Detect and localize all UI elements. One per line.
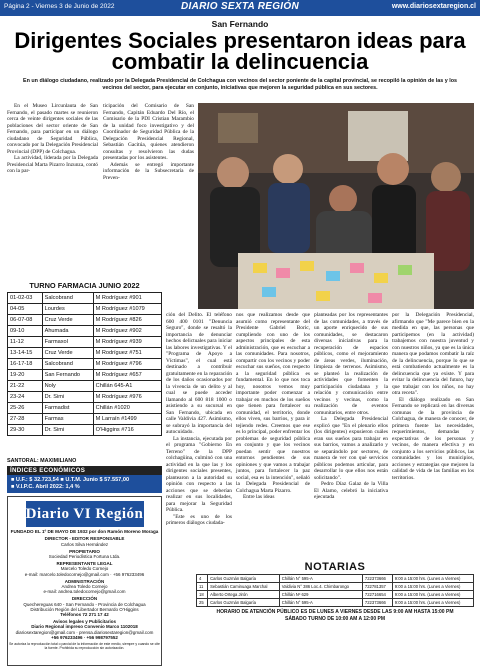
newspaper-logo: Diario VI Región	[26, 501, 144, 527]
notary-box	[196, 560, 474, 623]
notary-cell-name: Sebastián Caminuaga Marchal	[208, 583, 280, 591]
pharmacy-cell-a: Farmas	[42, 414, 93, 425]
article-column-6	[392, 312, 474, 481]
article-headline: Dirigentes Sociales presentaron ideas para combatir la delincuencia	[14, 28, 466, 74]
contact-phones: +56 976233496 · +56 998797552	[51, 634, 118, 640]
address-line-1: Quechereguas 640 - San Fernando - Provincia de Colchagua	[23, 601, 146, 607]
indices-line-2: ■ V.I.P.C. Abril 2022: 1,4 %	[11, 484, 80, 490]
notary-cell-phone: 722781357	[362, 583, 392, 591]
admin-email: e-mail: andrea.toledocornejo@gmail.com	[43, 589, 126, 595]
pharmacy-cell-a: Salcobrand	[42, 293, 93, 304]
economic-indices-values	[7, 475, 162, 493]
print-line: Diario Regional impreso Convenio Marco 1102018	[31, 624, 138, 630]
pharmacy-cell-date: 25-26	[8, 403, 43, 414]
santoral: SANTORAL: MAXIMILIANO	[7, 458, 77, 464]
notary-hours	[196, 609, 474, 623]
pharmacy-schedule	[7, 282, 162, 436]
pharmacy-cell-b: M Rodríguez #976	[93, 392, 161, 403]
notary-cell-phone: 722373666	[362, 599, 392, 607]
address-phone: Teléfonos 72 271 17 42	[60, 612, 109, 618]
address-role: DIRECCIÓN	[71, 596, 98, 602]
article-kicker: San Fernando	[211, 19, 269, 29]
pharmacy-cell-date: 09-10	[8, 326, 43, 337]
article-lead: En un diálogo ciudadano, realizado por la Delegada Presidencial de Colchagua con vecinos del sector poniente de la capital provincial, se recopiló la opinión de las y los vecinos del sector, para ejecutar en conjunto, iniciativas que mejoren la seguridad pública en sus sectores.	[22, 78, 458, 91]
paragraph: nos que realizamos desde que asumió como representante del Presidente Gabriel Boric, cumpliendo con uno de los aspectos principales de esta administración, que es escuchar a las comunidades. Para nosotros, compartir con los vecinos y poder escuchar sus sueños, con respecto a la seguridad pública es fundamental. En lo que nos toca hoy, nosotros vemos muy importante poder comenzar a trabajar en muchos de los sueños que tienen para fortalecer su comunidad, el territorio, donde ellos viven, sus barrios, y para ir tejiendo redes. Creemos que ese es lo principal, poder enfrentar los problemas de seguridad pública en conjunto y que los vecinos puedan sentir que nuestros entornos pendientes de sus opiniones y que vamos a trabajar juntos, para fortalecer la paz social, esa es la intención", señaló la Delegada Presidencial de Colchagua Marta Pizarro.	[236, 312, 310, 494]
table-row	[8, 337, 162, 348]
notary-cell-n: 11	[197, 583, 208, 591]
site-url[interactable]: www.diariosextaregion.cl	[391, 3, 476, 10]
paragraph: El diálogo realizado en San Fernando se replicará en las diversas comunas de la provincia de Colchagua, de manera de conocer, de primera fuente las necesidades, requerimientos, demandas y expectativas de los personas y vecinos, de manera efectiva y en conjunto a los servicios públicos, las comunidades y los municipios, acciones y estrategias que mejoren la calidad de vida de las familias en los territorios.	[392, 396, 474, 481]
pharmacy-cell-b: O'Higgins #716	[93, 425, 161, 436]
legal-name: Marcelo Toledo Cornejo	[60, 566, 109, 572]
notary-cell-hours: 9:00 a 15:00 hrs. (Lunes a Viernes)	[392, 583, 473, 591]
article-column-4	[236, 312, 310, 501]
notary-cell-phone: 722373666	[362, 575, 392, 583]
table-row	[8, 326, 162, 337]
notary-cell-name: Carlos Guzmán Balgaría	[208, 575, 280, 583]
table-row	[8, 293, 162, 304]
pharmacy-cell-a: Farmaxol	[42, 337, 93, 348]
article-column-5	[314, 312, 388, 501]
paragraph: En el Museo Lircunlauta de San Fernando, el pasado martes se reunieron cerca de veinte dirigentes sociales de las poblaciones del sector oriente de San Fernando, para participar en un diálogo ciudadano de Seguridad Pública, convocado por la Delegación Presidencial Provincial (DPP) de Colchagua.	[7, 103, 98, 155]
pharmacy-cell-date: 29-30	[8, 425, 43, 436]
notary-table	[196, 574, 474, 607]
pharmacy-cell-b: M Rodríguez #1079	[93, 304, 161, 315]
notary-cell-n: 25	[197, 599, 208, 607]
pharmacy-cell-b: M Rodríguez #657	[93, 370, 161, 381]
indices-line-1: ■ U.F.: $ 32.723,54 ■ U.T.M. Junio $ 57.557,00	[11, 477, 130, 483]
table-row	[8, 392, 162, 403]
pharmacy-cell-date: 13-14-15	[8, 348, 43, 359]
brand-title: DIARIO SEXTA REGIÓN	[181, 1, 299, 12]
notary-cell-n: 4	[197, 575, 208, 583]
pharmacy-cell-a: Dr. Simi	[42, 425, 93, 436]
ads-role: Avisos legales y Publicitarios	[52, 619, 117, 625]
pharmacy-cell-b: M Rodríguez #939	[93, 337, 161, 348]
table-row	[197, 591, 474, 599]
article-photo	[198, 103, 474, 309]
article-column-2	[103, 103, 194, 181]
table-row	[197, 599, 474, 607]
paragraph: La instancia, ejecutada por el programa "Gobierno En Terreno" de la DPP colchagüina, culminó con una actividad en la que las y los dirigentes sociales presentes, plantearon a la autoridad su opinión con respecto a las acciones que se deberían realizar en sus localidades, para mejorar la Seguridad Pública.	[166, 435, 232, 513]
paragraph: por la Delegación Presidencial, afirmando que "Me parece bien en la medida en que, las personas que participemos (en la actividad) trabajemos con nuestra juventud y con nuestros niños, ya que es la única manera que podamos combatir la raíz de la delincuencia, porque lo que se está combatiendo actualmente es la delincuencia que ya existe. Y para evitar la delincuencia del futuro, hay que trabajar con los niños, no hay otra receta".	[392, 312, 474, 396]
table-row	[8, 304, 162, 315]
paragraph: ción del Delito. El teléfono 600 400 0101 "Denuncia Seguro", donde se resaltó la importancia de denunciar hechos delictuales para iniciar las labores investigativas. Y el "Programa de Apoyo a Víctimas", el cual está destinado a contribuir gratuitamente en la reparación de los daños ocasionados por la vivencia de un delito y al cual se puede acceder llamando al 600 818 1000 o asistiendo a su sucursal en San Fernando, ubicada en calle Valdivia 427. Asimismo, se subrayó la importancia del autocuidado.	[166, 312, 232, 435]
pharmacy-cell-date: 16-17-18	[8, 359, 43, 370]
paragraph: Además se entregó importante información de la Subsecretaría de Preven-	[103, 161, 194, 181]
pharmacy-cell-a: Noly	[42, 381, 93, 392]
paragraph: Entre las ideas	[243, 494, 275, 500]
paragraph: Pedro Díaz Galaz de la Villa El Alamo, celebró la iniciativa ejecutada	[314, 481, 388, 500]
pharmacy-cell-a: Lourdes	[42, 304, 93, 315]
pharmacy-cell-date: 27-28	[8, 414, 43, 425]
notary-title: NOTARIAS	[304, 561, 366, 573]
admin-name: Andrea Toledo Cornejo	[61, 584, 108, 590]
pharmacy-cell-a: Ahumada	[42, 326, 93, 337]
table-row	[8, 425, 162, 436]
director-role: DIRECTOR - EDITOR RESPONSABLE	[44, 536, 125, 542]
table-row	[8, 348, 162, 359]
table-row	[8, 370, 162, 381]
founded-text: FUNDADO EL 1º DE MAYO DE 1932 por don Ramón Moreno Moraga	[10, 529, 159, 534]
director-name: Carlos Silva Hernández	[60, 541, 109, 547]
pharmacy-cell-date: 11-12	[8, 337, 43, 348]
pharmacy-cell-date: 21-22	[8, 381, 43, 392]
notary-cell-phone: 722716654	[362, 591, 392, 599]
economic-indices-title: ÍNDICES ECONÓMICOS	[7, 466, 162, 475]
pharmacy-table	[7, 292, 162, 436]
article-column-3	[166, 312, 232, 527]
notary-cell-name: Alberto Ortega Jirón	[208, 591, 280, 599]
owner-role: PROPIETARIO	[69, 548, 100, 554]
address-line-2: Distribución Región del Libertador Bernardo O'Higgins	[30, 606, 139, 612]
pharmacy-cell-a: San Fernando	[42, 370, 93, 381]
contact-emails[interactable]: diariosextaregion@gmail.com · prensa.diariosextaregion@gmail.com	[15, 629, 154, 635]
paragraph: La actividad, liderada por la Delegada Presidencial Marta Pizarro Inzunza, contó con la par-	[7, 155, 98, 174]
pharmacy-cell-date: 04-05	[8, 304, 43, 315]
notary-hours-weekday: HORARIO DE ATENCIÓN PÚBLICO ES DE LUNES A VIERNES DESDE LAS 9:00 AM HASTA 15:00 PM	[216, 609, 454, 615]
pharmacy-cell-b: M Larraín #1499	[93, 414, 161, 425]
pharmacy-cell-a: Dr. Simi	[42, 392, 93, 403]
paragraph: "Este es uno de los primeros diálogos ciudada-	[166, 513, 232, 526]
pharmacy-cell-date: 19-20	[8, 370, 43, 381]
pharmacy-cell-b: Chillán 645-A1	[93, 381, 161, 392]
paragraph: planteadas por los representantes de las comunidades, a través de un aporte enriquecido de sus comunidades, se destacaron diversas iniciativas para la recuperación de espacios públicos, como el mejoramiento de áreas verdes, iluminación, limpieza de terrenos. Asimismo, se planteó la realización de actividades que fomenten la participación ciudadana y la relación y comunicación entre vecinos y vecinas, como la realización de eventos comunitarios, entre otros.	[314, 312, 388, 416]
table-row	[197, 583, 474, 591]
notary-cell-addr: Chillán Nº 629	[279, 591, 362, 599]
article-column-1	[7, 103, 98, 175]
table-row	[8, 315, 162, 326]
table-row	[197, 575, 474, 583]
pharmacy-cell-date: 06-07-08	[8, 315, 43, 326]
masthead-box	[7, 496, 162, 666]
table-row	[8, 403, 162, 414]
pharmacy-schedule-title: TURNO FARMACIA JUNIO 2022	[29, 281, 140, 290]
notary-cell-hours: 9:00 a 15:00 hrs. (Lunes a Viernes)	[392, 599, 473, 607]
table-row	[8, 359, 162, 370]
notary-hours-saturday: SÁBADO TURNO DE 10:00 AM A 12:00 PM	[284, 616, 386, 622]
pharmacy-cell-date: 23-24	[8, 392, 43, 403]
admin-role: ADMINISTRACIÓN	[64, 578, 105, 584]
legal-role: REPRESENTANTE LEGAL	[56, 561, 113, 567]
reproduction-notice: Se autoriza la reproducción total o parcial de la información de este medio, siempre y cuando se cite la fuente. Prohibida su reproducción sin autorización.	[9, 642, 160, 651]
legal-contact: e-mail: marcelo.toledocornejo@gmail.com · +56 976233496	[24, 571, 145, 577]
pharmacy-cell-a: Cruz Verde	[42, 315, 93, 326]
top-bar	[0, 0, 480, 16]
notary-cell-n: 18	[197, 591, 208, 599]
owner-name: Sociedad Periodística Fortuna Ltda.	[48, 554, 121, 560]
table-row	[8, 414, 162, 425]
pharmacy-cell-b: M Rodríguez #826	[93, 315, 161, 326]
notary-cell-name: Carlos Guzmán Balgaría	[208, 599, 280, 607]
economic-indices	[7, 466, 162, 493]
pharmacy-cell-b: M Rodríguez #901	[93, 293, 161, 304]
notary-cell-addr: Chillán N° 595-A	[279, 599, 362, 607]
pharmacy-cell-b: M Rodríguez #902	[93, 326, 161, 337]
page-date: Página 2 - Viernes 3 de Junio de 2022	[4, 3, 115, 10]
paragraph: La Delegada Presidencial explicó que "En el plenario ellos (los dirigentes) expusieron cuáles eran sus sueños para trabajar en sus barrios, vamos a analizarlo y se separándolo por sectores, de manera de ver con qué servicios públicos podemos articular, para desarrollar lo que ellos nos están solicitando".	[314, 416, 388, 481]
table-row	[8, 381, 162, 392]
notary-cell-addr: Chillán N° 595-A	[279, 575, 362, 583]
notary-cell-hours: 9:00 a 15:00 hrs. (Lunes a Viernes)	[392, 591, 473, 599]
notary-cell-addr: Valdivia N° 386 Loc.4. Chimbarongo	[279, 583, 362, 591]
pharmacy-cell-a: Salcobrand	[42, 359, 93, 370]
pharmacy-cell-a: Cruz Verde	[42, 348, 93, 359]
pharmacy-cell-b: M Rodríguez #751	[93, 348, 161, 359]
paragraph: ticipación del Comisario de San Fernando, Capitán Eduardo Del Río, el Comisario de la PDI Cristian Marambio de la unidad foco investigativo y del Coordinador de Seguridad Pública de la Delegación Presidencial Regional, Sebastián Gacitúa, quienes atendieron consultas y resolvieron las dudas presentadas por los asistentes.	[103, 103, 194, 161]
pharmacy-cell-a: Farmadist	[42, 403, 93, 414]
pharmacy-cell-b: M Rodríguez #796	[93, 359, 161, 370]
pharmacy-cell-b: Chillán #1020	[93, 403, 161, 414]
notary-cell-hours: 9:00 a 15:00 hrs. (Lunes a Viernes)	[392, 575, 473, 583]
pharmacy-cell-date: 01-02-03	[8, 293, 43, 304]
